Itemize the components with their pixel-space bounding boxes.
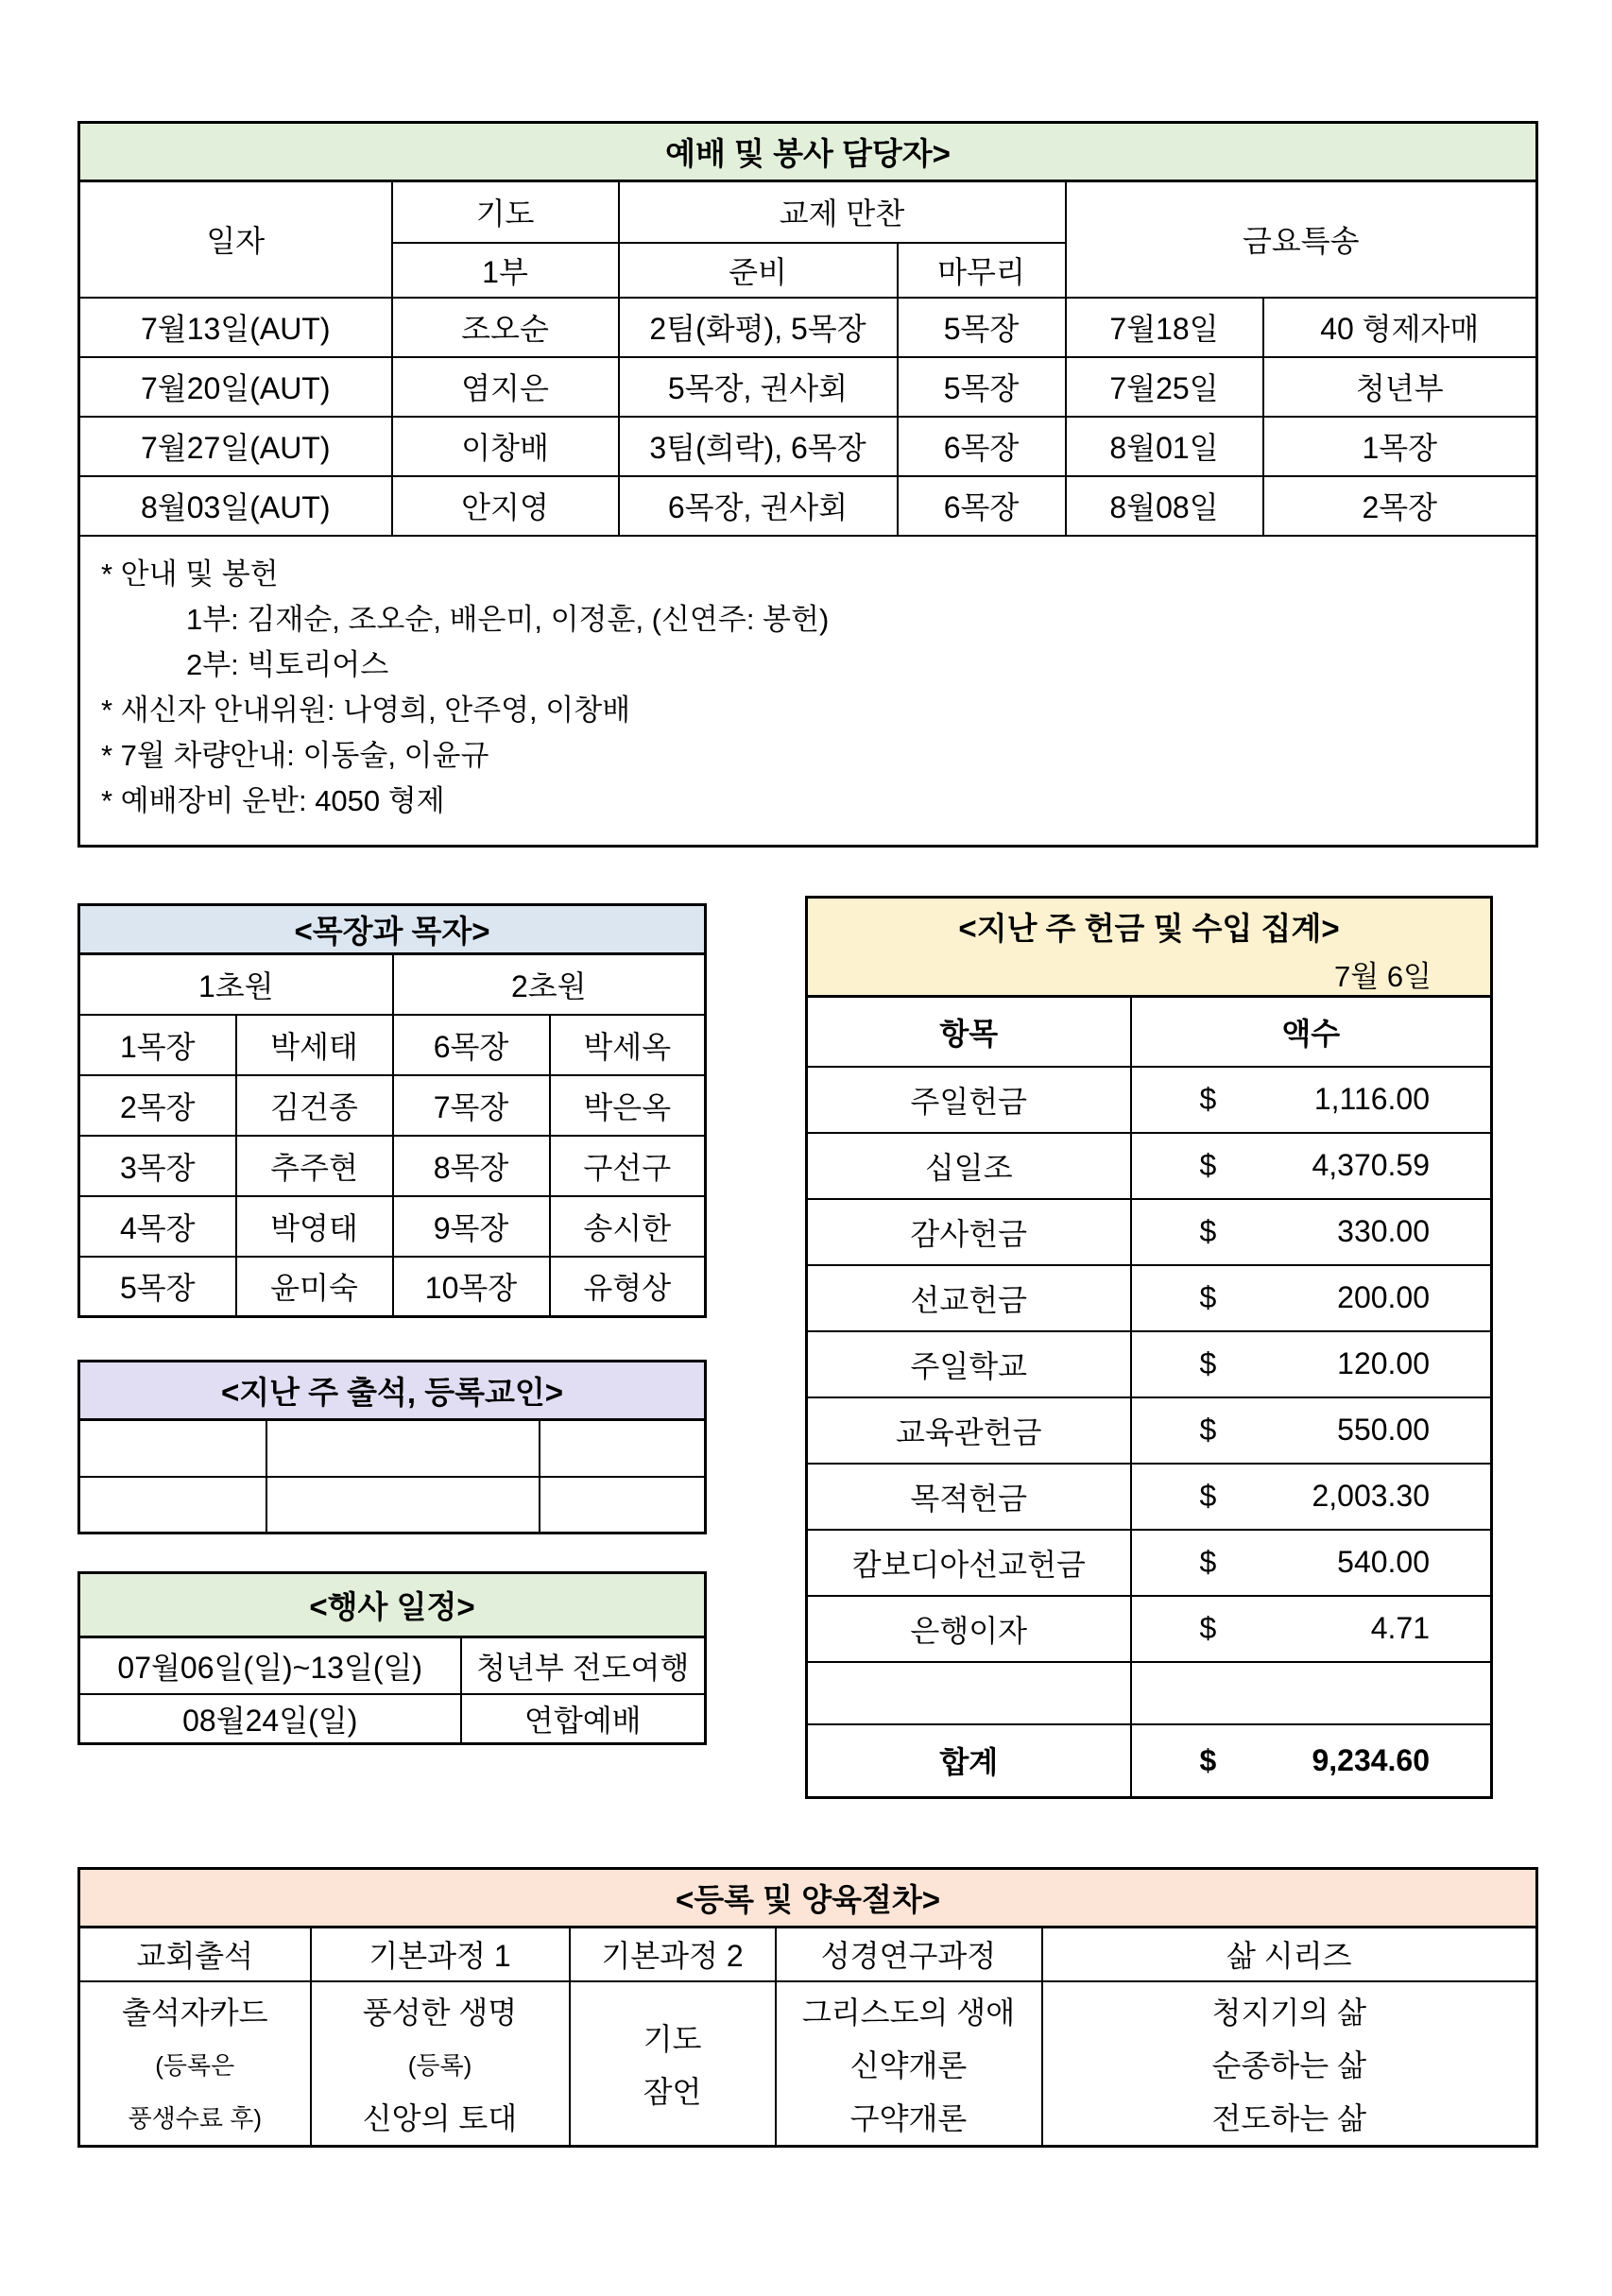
item-cell: 감사헌금 [807, 1199, 1131, 1265]
leader-cell: 박세태 [236, 1015, 393, 1075]
event-name-cell: 연합예배 [461, 1694, 706, 1744]
wrapup-cell: 5목장 [898, 298, 1066, 357]
amount-cell [1131, 1067, 1492, 1133]
mokjang-table [77, 903, 707, 1318]
date-cell: 7월27일(AUT) [79, 417, 392, 476]
leader-cell: 박은옥 [550, 1075, 706, 1136]
amount-value: 550.00 [1337, 1413, 1431, 1447]
amount-value: 200.00 [1337, 1280, 1431, 1314]
mokjang-cell: 10목장 [393, 1257, 550, 1317]
date-cell: 7월20일(AUT) [79, 357, 392, 417]
friday-team-cell: 1목장 [1263, 417, 1537, 476]
mokjang-row [79, 1257, 706, 1317]
prayer-cell: 조오순 [392, 298, 619, 357]
stage-header: 삶 시리즈 [1042, 1928, 1537, 1981]
mokjang-cell: 1목장 [79, 1015, 236, 1075]
worship-service-table [77, 121, 1538, 848]
event-row [79, 1637, 706, 1694]
friday-team-cell: 청년부 [1263, 357, 1537, 417]
item-cell: 교육관헌금 [807, 1397, 1131, 1464]
item-cell: 주일학교 [807, 1331, 1131, 1397]
currency-symbol: $ [1199, 1479, 1217, 1513]
curriculum-table-title: <등록 및 양육절차> [79, 1869, 1537, 1928]
empty-cell [79, 1477, 266, 1534]
stage-content [570, 1981, 776, 2147]
offering-date: 7월 6일 [1334, 960, 1432, 993]
attendance-table-title: <지난 주 출석, 등록교인> [79, 1362, 706, 1420]
header-wrapup: 마무리 [898, 243, 1066, 298]
amount-value: 330.00 [1337, 1214, 1431, 1248]
prayer-cell: 안지영 [392, 476, 619, 536]
stage-content [311, 1981, 570, 2147]
note-line: * 안내 및 봉헌 [101, 557, 279, 591]
event-date-cell: 08월24일(일) [79, 1694, 461, 1744]
offering-row [807, 1397, 1492, 1464]
stage-line: (등록) [407, 2050, 472, 2080]
leader-cell: 윤미숙 [236, 1257, 393, 1317]
mokjang-cell: 2목장 [79, 1075, 236, 1136]
col-header-amount: 액수 [1131, 997, 1492, 1067]
item-cell: 은행이자 [807, 1596, 1131, 1662]
header-part1: 1부 [392, 243, 619, 298]
prep-cell: 6목장, 권사회 [619, 476, 898, 536]
stage-header: 기본과정 2 [570, 1928, 776, 1981]
note-line: * 7월 차량안내: 이동술, 이윤규 [101, 738, 489, 772]
stage-line: 기도 [643, 2021, 702, 2056]
prep-cell: 2팀(화평), 5목장 [619, 298, 898, 357]
friday-date-cell: 7월25일 [1066, 357, 1263, 417]
wrapup-cell: 6목장 [898, 417, 1066, 476]
item-cell: 주일헌금 [807, 1067, 1131, 1133]
worship-table-title: 예배 및 봉사 담당자> [79, 123, 1537, 181]
stage-line: 풍생수료 후) [128, 2103, 262, 2133]
stage-line: 잠언 [643, 2074, 702, 2109]
stage-header: 성경연구과정 [776, 1928, 1042, 1981]
stage-line: 순종하는 삶 [1211, 2048, 1366, 2082]
mokjang-cell: 9목장 [393, 1196, 550, 1257]
amount-cell [1131, 1199, 1492, 1265]
friday-date-cell: 8월01일 [1066, 417, 1263, 476]
empty-cell [540, 1477, 706, 1534]
amount-cell [1131, 1265, 1492, 1331]
currency-symbol: $ [1199, 1346, 1217, 1380]
attendance-table [77, 1360, 707, 1534]
empty-cell [266, 1420, 540, 1477]
item-cell: 캄보디아선교헌금 [807, 1530, 1131, 1596]
attendance-row [79, 1420, 706, 1477]
amount-value: 4.71 [1370, 1611, 1431, 1645]
amount-value: 120.00 [1337, 1346, 1431, 1380]
currency-symbol: $ [1199, 1148, 1217, 1182]
amount-value: 4,370.59 [1312, 1148, 1431, 1182]
offering-row [807, 1199, 1492, 1265]
empty-cell [807, 1662, 1131, 1724]
events-table [77, 1571, 707, 1745]
offering-row [807, 1530, 1492, 1596]
mokjang-cell: 6목장 [393, 1015, 550, 1075]
total-amount-value: 9,234.60 [1312, 1742, 1431, 1777]
amount-value: 1,116.00 [1313, 1082, 1431, 1116]
mokjang-row [79, 1015, 706, 1075]
item-cell: 선교헌금 [807, 1265, 1131, 1331]
friday-date-cell: 7월18일 [1066, 298, 1263, 357]
group1-header: 1초원 [79, 954, 393, 1015]
leader-cell: 박영태 [236, 1196, 393, 1257]
mokjang-row [79, 1075, 706, 1136]
worship-row [79, 417, 1537, 476]
currency-symbol: $ [1199, 1611, 1217, 1645]
amount-cell [1131, 1464, 1492, 1530]
leader-cell: 박세옥 [550, 1015, 706, 1075]
prayer-cell: 염지은 [392, 357, 619, 417]
leader-cell: 추주현 [236, 1136, 393, 1196]
group2-header: 2초원 [393, 954, 706, 1015]
mokjang-table-title: <목장과 목자> [79, 905, 706, 954]
stage-line: 전도하는 삶 [1211, 2100, 1366, 2135]
worship-row [79, 476, 1537, 536]
stage-line: 신앙의 토대 [362, 2100, 518, 2135]
stage-content [1042, 1981, 1537, 2147]
offering-empty-row [807, 1662, 1492, 1724]
offering-table [805, 896, 1493, 1799]
currency-symbol: $ [1199, 1545, 1217, 1579]
header-date: 일자 [79, 181, 392, 298]
amount-cell [1131, 1133, 1492, 1199]
mokjang-row [79, 1196, 706, 1257]
curriculum-table [77, 1867, 1538, 2148]
stage-header: 기본과정 1 [311, 1928, 570, 1981]
wrapup-cell: 5목장 [898, 357, 1066, 417]
total-label: 합계 [807, 1724, 1131, 1798]
mokjang-cell: 3목장 [79, 1136, 236, 1196]
stage-content [776, 1981, 1042, 2147]
amount-cell [1131, 1530, 1492, 1596]
item-cell: 목적헌금 [807, 1464, 1131, 1530]
wrapup-cell: 6목장 [898, 476, 1066, 536]
leader-cell: 유형상 [550, 1257, 706, 1317]
prayer-cell: 이창배 [392, 417, 619, 476]
empty-cell [1131, 1662, 1492, 1724]
event-date-cell: 07월06일(일)~13일(일) [79, 1637, 461, 1694]
date-cell: 8월03일(AUT) [79, 476, 392, 536]
note-line: * 예배장비 운반: 4050 형제 [101, 783, 445, 817]
offering-row [807, 1464, 1492, 1530]
stage-line: 구약개론 [849, 2100, 968, 2135]
currency-symbol: $ [1199, 1214, 1217, 1248]
mokjang-cell: 7목장 [393, 1075, 550, 1136]
leader-cell: 김건종 [236, 1075, 393, 1136]
mokjang-cell: 5목장 [79, 1257, 236, 1317]
header-prep: 준비 [619, 243, 898, 298]
offering-row [807, 1596, 1492, 1662]
offering-table-title: <지난 주 헌금 및 수입 집계> [958, 911, 1340, 946]
header-fellowship: 교제 만찬 [619, 181, 1066, 243]
leader-cell: 송시한 [550, 1196, 706, 1257]
total-amount-cell [1131, 1724, 1492, 1798]
stage-line: 풍성한 생명 [362, 1995, 518, 2030]
offering-row [807, 1133, 1492, 1199]
empty-cell [266, 1477, 540, 1534]
friday-date-cell: 8월08일 [1066, 476, 1263, 536]
worship-notes [79, 536, 1537, 847]
note-line: 2부: 빅토리어스 [186, 647, 389, 681]
note-line: * 새신자 안내위원: 나영희, 안주영, 이창배 [101, 693, 631, 727]
stage-line: (등록은 [155, 2050, 235, 2080]
mokjang-cell: 4목장 [79, 1196, 236, 1257]
offering-row [807, 1067, 1492, 1133]
item-cell: 십일조 [807, 1133, 1131, 1199]
amount-cell [1131, 1596, 1492, 1662]
mokjang-row [79, 1136, 706, 1196]
header-friday-special: 금요특송 [1066, 181, 1537, 298]
worship-row [79, 357, 1537, 417]
currency-symbol: $ [1199, 1742, 1217, 1777]
leader-cell: 구선구 [550, 1136, 706, 1196]
events-table-title: <행사 일정> [79, 1573, 706, 1637]
prep-cell: 3팀(희락), 6목장 [619, 417, 898, 476]
empty-cell [540, 1420, 706, 1477]
note-line: 1부: 김재순, 조오순, 배은미, 이정훈, (신연주: 봉헌) [186, 602, 830, 636]
stage-line: 신약개론 [849, 2048, 968, 2082]
currency-symbol: $ [1199, 1280, 1217, 1314]
stage-line: 출석자카드 [121, 1995, 268, 2030]
amount-value: 540.00 [1337, 1545, 1431, 1579]
prep-cell: 5목장, 권사회 [619, 357, 898, 417]
currency-symbol: $ [1199, 1082, 1217, 1116]
stage-header: 교회출석 [79, 1928, 311, 1981]
col-header-item: 항목 [807, 997, 1131, 1067]
friday-team-cell: 2목장 [1263, 476, 1537, 536]
offering-table-header [807, 898, 1492, 997]
offering-row [807, 1331, 1492, 1397]
friday-team-cell: 40 형제자매 [1263, 298, 1537, 357]
stage-line: 그리스도의 생애 [801, 1995, 1016, 2030]
attendance-row [79, 1477, 706, 1534]
worship-row [79, 298, 1537, 357]
amount-cell [1131, 1397, 1492, 1464]
event-row [79, 1694, 706, 1744]
mokjang-cell: 8목장 [393, 1136, 550, 1196]
amount-cell [1131, 1331, 1492, 1397]
amount-value: 2,003.30 [1312, 1479, 1431, 1513]
stage-line: 청지기의 삶 [1211, 1995, 1366, 2030]
event-name-cell: 청년부 전도여행 [461, 1637, 706, 1694]
date-cell: 7월13일(AUT) [79, 298, 392, 357]
stage-content [79, 1981, 311, 2147]
offering-total-row [807, 1724, 1492, 1798]
offering-row [807, 1265, 1492, 1331]
empty-cell [79, 1420, 266, 1477]
currency-symbol: $ [1199, 1413, 1217, 1447]
header-prayer: 기도 [392, 181, 619, 243]
